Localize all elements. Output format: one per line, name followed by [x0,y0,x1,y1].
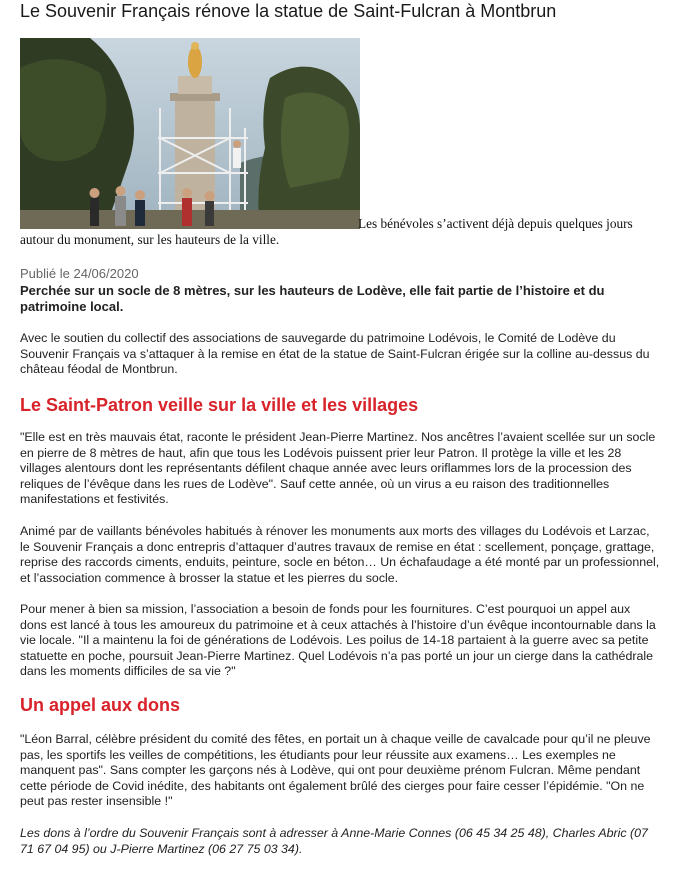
paragraph: Pour mener à bien sa mission, l’association a besoin de fonds pour les fournitures. C’est pourquoi un appel aux dons est lancé à tous les amoureux du patrimoine et à ceux attachés à l’histoire d’un évêque incontournable dans la vie locale. "Il a maintenu la foi de générations de Lodévois. Les poilus de 14-18 partaient à la guerre avec sa petite statuette en poche, poursuit Jean-Pierre Martinez. Quel Lodévois n’a pas porté un jour un cierge dans la cathédrale dans les moments difficiles de sa vie ?" [20,602,656,678]
photo-caption [20,216,660,248]
photo-caption-text: Les bénévoles s’activent déjà depuis quelques jours autour du monument, sur les hauteurs de la ville. [20,216,633,247]
article-title: Le Souvenir Français rénove la statue de Saint-Fulcran à Montbrun [20,1,557,21]
article-lead: Perchée sur un socle de 8 mètres, sur les hauteurs de Lodève, elle fait partie de l’histoire et du patrimoine local. [20,283,605,314]
article-intro: Avec le soutien du collectif des associations de sauvegarde du patrimoine Lodévois, le Comité de Lodève du Souvenir Français va s’attaquer à la remise en état de la statue de Saint-Fulcran érigée sur la colline au-dessus du château féodal de Montbrun. [20,331,650,376]
statue-scaffolding-photo [20,38,360,229]
section-heading-saint-patron: Le Saint-Patron veille sur la ville et les villages [20,395,419,415]
section-heading-appel-aux-dons: Un appel aux dons [20,695,181,715]
paragraph: "Léon Barral, célèbre président du comité des fêtes, en portait un à chaque veille de cavalcade pour qu’il ne pleuve pas, les sportifs les veilles de compétitions, les étudiants pour leur réussite aux examens… Les exemples ne manquent pas". Sans compter les garçons nés à Lodève, qui ont pour deuxième prénom Fulcran. Même pendant cette période de Covid inédite, des habitants ont également brûlé des cierges pour faire cesser l’épidémie. "On ne peut pas rester insensible !" [20,732,651,808]
publish-date: Publié le 24/06/2020 [20,266,139,281]
paragraph: "Elle est en très mauvais état, raconte le président Jean-Pierre Martinez. Nos ancêtres l’avaient scellée sur un socle en pierre de 8 mètres de haut, afin que tous les Lodévois puissent prier leur Patron. Il protège la ville et les 28 villages alentours dont les représentants défilent chaque année avec leurs oriflammes lors de la procession des reliques de l’évêque dans les rues de Lodève". Sauf cette année, où un virus a eu raison des traditionnelles manifestations et festivités. [20,430,656,506]
article-photo [20,38,360,229]
donation-contacts: Les dons à l’ordre du Souvenir Français sont à adresser à Anne-Marie Connes (06 45 34 25 48), Charles Abric (07 71 67 04 95) ou J-Pierre Martinez (06 27 75 03 34). [20,826,648,856]
paragraph: Animé par de vaillants bénévoles habitués à rénover les monuments aux morts des villages du Lodévois et Larzac, le Souvenir Français a donc entrepris d’attaquer d’autres travaux de remise en état : scellement, ponçage, grattage, reprise des raccords ciments, enduits, peinture, socle en béton… Un échafaudage a été monté par un professionnel, et l’association commence à brosser la statue et les pierres du socle. [20,524,660,585]
